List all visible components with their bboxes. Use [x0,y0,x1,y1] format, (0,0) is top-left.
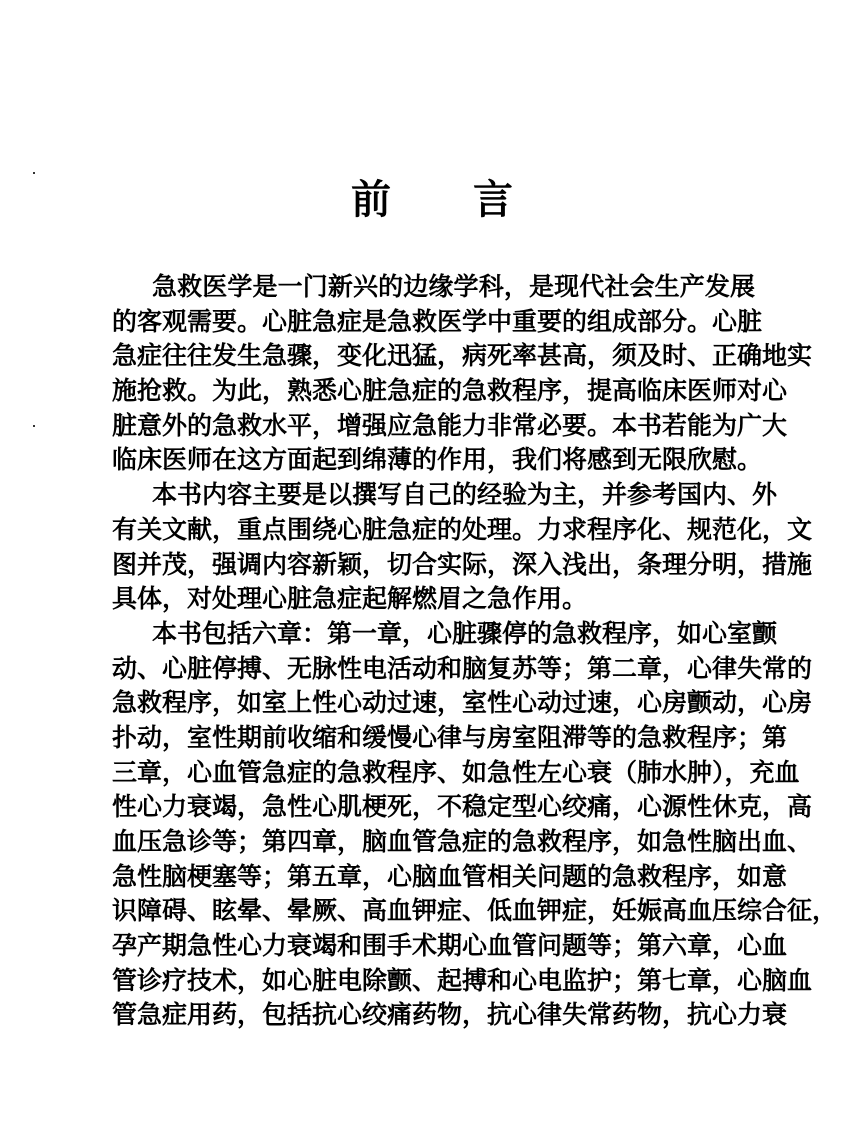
text-line: 扑动，室性期前收缩和缓慢心律与房室阻滞等的急救程序；第 [112,722,788,752]
text-line: 本书内容主要是以撰写自己的经验为主，并参考国内、外 [152,480,778,510]
text-line: 图并茂，强调内容新颖，切合实际，深入浅出，条理分明，措施 [112,549,813,579]
title-char: 前 [351,176,393,223]
text-line: 三章，心血管急症的急救程序、如急性左心衰（肺水肿），充血 [112,757,800,787]
text-line: 孕产期急性心力衰竭和围手术期心血管问题等；第六章，心血 [112,931,788,961]
title-char: 言 [473,176,515,223]
text-line: 急性脑梗塞等；第五章，心脑血管相关问题的急救程序，如意 [112,861,788,891]
text-line: 血压急诊等；第四章，脑血管急症的急救程序，如急性脑出血、 [112,827,813,856]
text-line: 急症往往发生急骤，变化迅猛，病死率甚高，须及时、正确地实 [112,341,813,371]
text-line: 脏意外的急救水平，增强应急能力非常必要。本书若能为广大 [112,410,788,440]
text-line: 的客观需要。心脏急症是急救医学中重要的组成部分。心脏 [112,306,763,336]
text-line: 具体，对处理心脏急症起解燃眉之急作用。 [112,584,588,614]
text-line: 管急症用药，包括抗心绞痛药物，抗心律失常药物，抗心力衰 [112,1000,788,1030]
page-title [0,168,866,225]
paragraph-1 [112,270,813,478]
text-line: 有关文献，重点围绕心脏急症的处理。力求程序化、规范化，文 [112,514,813,544]
text-line: 急救程序，如室上性心动过速，室性心动过速，心房颤动，心房 [112,688,813,718]
text-line: 急救医学是一门新兴的边缘学科，是现代社会生产发展 [152,272,755,301]
text-line: 识障碍、眩晕、晕厥、高血钾症、低血钾症，妊娠高血压综合征， [112,896,838,926]
text-line: 动、心脏停搏、无脉性电活动和脑复苏等；第二章，心律失常的 [112,653,813,683]
text-line: 临床医师在这方面起到绵薄的作用，我们将感到无限欣慰。 [112,445,763,475]
text-line: 管诊疗技术，如心脏电除颤、起搏和心电监护；第七章，心脑血 [112,965,813,995]
text-line: 性心力衰竭，急性心肌梗死，不稳定型心绞痛，心源性休克，高 [112,792,813,822]
paragraph-2 [112,478,813,617]
scan-speck [33,425,35,427]
text-line: 本书包括六章：第一章，心脏骤停的急救程序，如心室颤 [152,618,778,648]
paragraph-3 [112,617,838,1033]
text-line: 施抢救。为此，熟悉心脏急症的急救程序，提高临床医师对心 [112,376,788,406]
preface-body [112,270,838,1033]
